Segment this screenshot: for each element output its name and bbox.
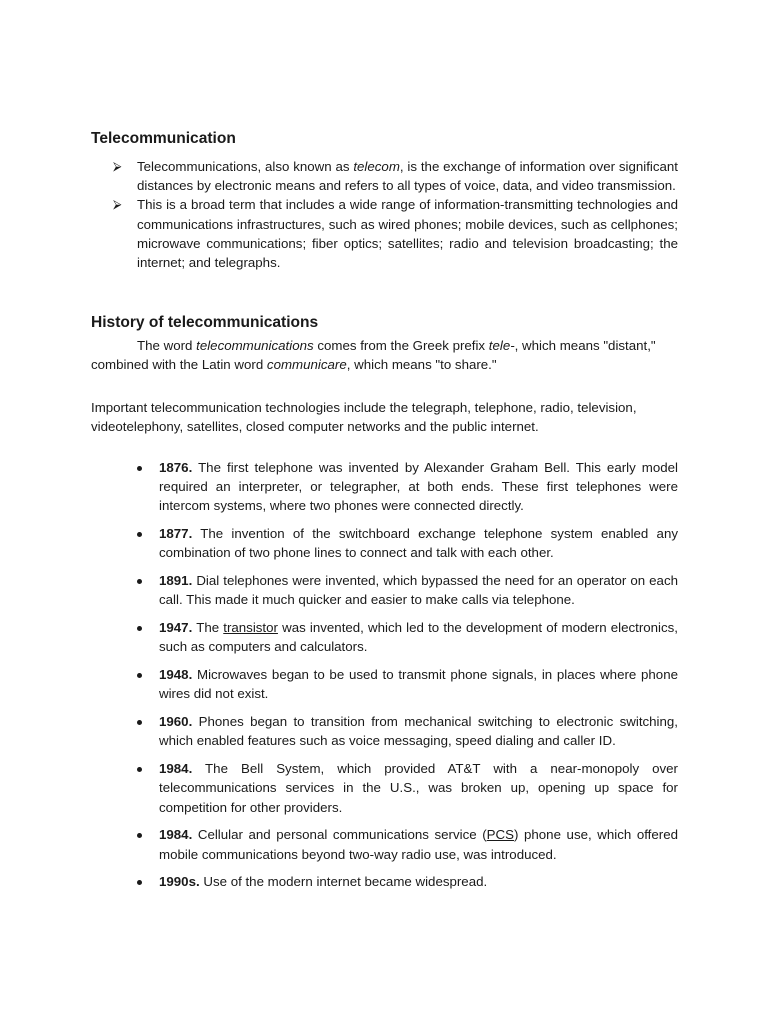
timeline-item bbox=[91, 825, 678, 863]
timeline-text: The bbox=[192, 620, 224, 636]
term-communicare: communicare bbox=[266, 357, 347, 373]
timeline-text: The Bell System, which provided AT&T with a near-monopoly over telecommunications services in the U.S., was broken up, opening up space for competition for other providers. bbox=[159, 761, 678, 815]
timeline-text: Cellular and personal communications service ( bbox=[192, 827, 487, 843]
timeline-year: 1877. bbox=[159, 526, 193, 542]
timeline-text: Phones began to transition from mechanical switching to electronic switching, which enabled features such as voice messaging, speed dialing and caller ID. bbox=[159, 714, 678, 749]
timeline-text: The invention of the switchboard exchange telephone system enabled any combination of two phone lines to connect and talk with each other. bbox=[159, 526, 678, 561]
text-run: , which means "to share." bbox=[346, 357, 497, 373]
timeline-text: Microwaves began to be used to transmit phone signals, in places where phone wires did not exist. bbox=[159, 667, 678, 702]
etymology-paragraph bbox=[91, 336, 678, 374]
timeline-item bbox=[91, 712, 678, 750]
technologies-paragraph: Important telecommunication technologies include the telegraph, telephone, radio, television, videotelephony, satellites, closed computer networks and the public internet. bbox=[91, 400, 637, 435]
timeline-text: was invented, which led to the development of modern electronics, such as computers and calculators. bbox=[159, 620, 678, 655]
text-run: , which means "distant," combined with the Latin word bbox=[91, 338, 656, 373]
timeline-item bbox=[91, 872, 678, 891]
timeline-year: 1960. bbox=[159, 714, 193, 730]
timeline-item bbox=[91, 759, 678, 817]
arrow-bullet-icon: ⮚ bbox=[113, 159, 122, 173]
timeline-item bbox=[91, 665, 678, 703]
arrow-bullet-icon: ⮚ bbox=[113, 197, 122, 212]
definition-text: This is a broad term that includes a wide range of information-transmitting technologies and communications infrastructures, such as wired phones; mobile devices, such as cellphones; microwave communications; fiber optics; satellites; radio and television broadcasting; the internet; and telegraphs. bbox=[137, 197, 678, 271]
bullet-dot-icon bbox=[137, 579, 142, 584]
timeline-year: 1876. bbox=[159, 460, 193, 475]
bullet-dot-icon bbox=[137, 767, 142, 772]
bullet-dot-icon bbox=[137, 466, 142, 471]
timeline-text: Dial telephones were invented, which bypassed the need for an operator on each call. This made it much quicker and easier to make calls via telephone. bbox=[159, 573, 678, 608]
bullet-dot-icon bbox=[137, 720, 142, 725]
timeline-year: 1891. bbox=[159, 573, 193, 589]
timeline-text: The first telephone was invented by Alexander Graham Bell. This early model required an interpreter, or telegrapher, at both ends. These first telephones were intercom systems, where two phones were connected directly. bbox=[159, 460, 678, 514]
bullet-dot-icon bbox=[137, 833, 142, 838]
transistor-link[interactable]: transistor bbox=[223, 620, 278, 636]
bullet-dot-icon bbox=[137, 880, 142, 885]
definition-text-before: Telecommunications, also known as bbox=[137, 159, 354, 174]
definition-item bbox=[91, 195, 678, 272]
timeline-list bbox=[91, 458, 678, 900]
timeline-year: 1984. bbox=[159, 761, 193, 777]
timeline-year: 1947. bbox=[159, 620, 193, 636]
timeline-year: 1948. bbox=[159, 667, 193, 683]
section-title-telecommunication: Telecommunication bbox=[91, 130, 236, 147]
timeline-item bbox=[91, 618, 678, 656]
pcs-link[interactable]: PCS bbox=[486, 827, 514, 843]
section-title-history: History of telecommunications bbox=[91, 314, 319, 331]
term-telecommunications: telecommunications bbox=[196, 338, 314, 353]
definition-item bbox=[91, 157, 678, 195]
term-tele: tele- bbox=[488, 338, 515, 353]
timeline-year: 1984. bbox=[159, 827, 193, 843]
bullet-dot-icon bbox=[137, 626, 142, 631]
timeline-item bbox=[91, 571, 678, 609]
text-run: comes from the Greek prefix bbox=[313, 338, 489, 353]
bullet-dot-icon bbox=[137, 532, 142, 537]
timeline-year: 1990s. bbox=[159, 874, 200, 890]
term-telecom: telecom bbox=[353, 159, 400, 174]
bullet-dot-icon bbox=[137, 673, 142, 678]
definition-text-after: , is the exchange of information over significant distances by electronic means and refers to all types of voice, data, and video transmission. bbox=[137, 159, 679, 194]
timeline-item bbox=[91, 458, 678, 516]
timeline-text: ) phone use, which offered mobile communications beyond two-way radio use, was introduced. bbox=[159, 827, 678, 862]
timeline-text: Use of the modern internet became widespread. bbox=[199, 874, 488, 890]
timeline-item bbox=[91, 524, 678, 562]
text-run: The word bbox=[137, 338, 197, 353]
definition-list bbox=[91, 157, 678, 272]
